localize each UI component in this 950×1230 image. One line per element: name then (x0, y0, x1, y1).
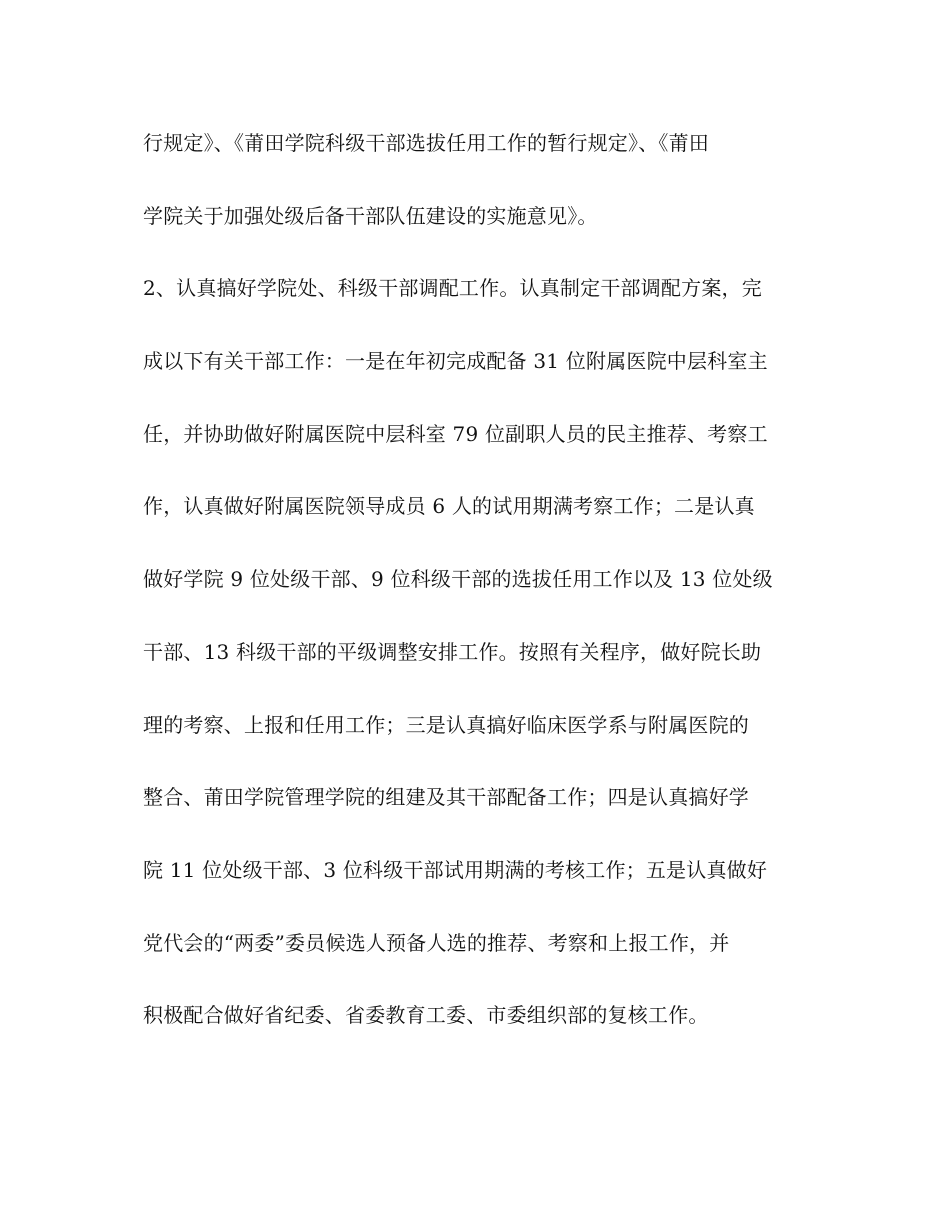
text-line: 理的考察、上报和任用工作；三是认真搞好临床医学系与附属医院的 (143, 712, 749, 737)
text-line: 行规定》、《莆田学院科级干部选拔任用工作的暂行规定》、《莆田 (143, 131, 709, 155)
text-line: 作，认真做好附属医院领导成员 6 人的试用期满考察工作；二是认真 (143, 494, 755, 519)
text-line: 任，并协助做好附属医院中层科室 79 位副职人员的民主推荐、考察工 (143, 421, 768, 446)
text-line: 2、认真搞好学院处、科级干部调配工作。认真制定干部调配方案，完 (143, 276, 762, 301)
text-line: 积极配合做好省纪委、省委教育工委、市委组织部的复核工作。 (143, 1003, 709, 1028)
text-line: 整合、莆田学院管理学院的组建及其干部配备工作；四是认真搞好学 (143, 785, 749, 810)
text-line: 党代会的“两委”委员候选人预备人选的推荐、考察和上报工作，并 (143, 930, 730, 955)
text-line: 学院关于加强处级后备干部队伍建设的实施意见》。 (143, 203, 598, 228)
body-text (143, 121, 808, 1066)
text-line: 成以下有关干部工作：一是在年初完成配备 31 位附属医院中层科室主 (143, 349, 768, 374)
text-line: 院 11 位处级干部、3 位科级干部试用期满的考核工作；五是认真做好 (143, 857, 768, 882)
text-line: 做好学院 9 位处级干部、9 位科级干部的选拔任用工作以及 13 位处级 (143, 567, 773, 592)
text-line: 干部、13 科级干部的平级调整安排工作。按照有关程序，做好院长助 (143, 639, 762, 664)
